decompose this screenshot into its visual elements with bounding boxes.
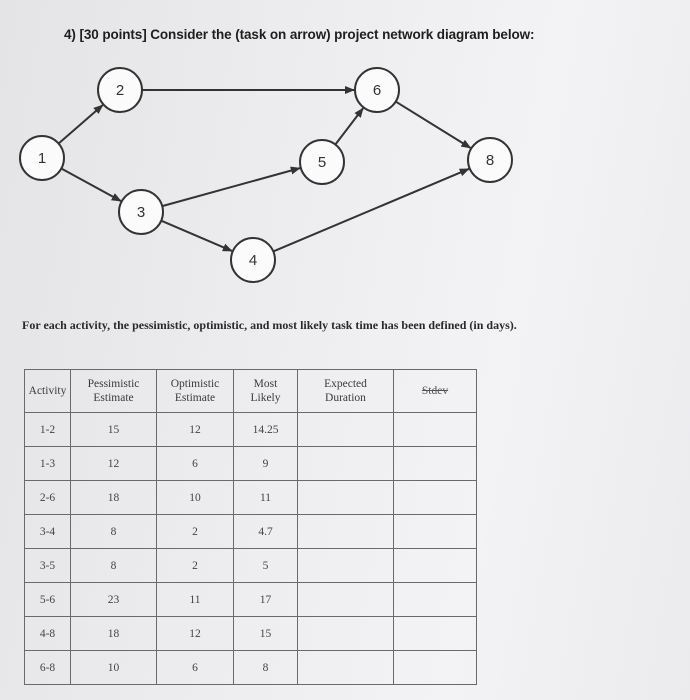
cell-most-likely: 15 — [234, 617, 298, 651]
cell-optimistic: 6 — [157, 651, 234, 685]
cell-activity: 4-8 — [25, 617, 71, 651]
node-6 — [355, 68, 399, 112]
node-label: 2 — [115, 82, 125, 99]
header-optimistic-line1: Optimistic — [170, 378, 220, 390]
cell-pessimistic: 10 — [71, 651, 157, 685]
cell-activity: 3-5 — [25, 549, 71, 583]
cell-stdev-input[interactable] — [394, 515, 477, 549]
cell-most-likely: 17 — [234, 583, 298, 617]
edge-6-8 — [396, 102, 471, 148]
cell-pessimistic: 8 — [71, 515, 157, 549]
cell-optimistic: 6 — [157, 447, 234, 481]
node-1 — [20, 136, 64, 180]
table-row — [25, 617, 477, 651]
table-row — [25, 583, 477, 617]
header-optimistic-line2: Estimate — [174, 392, 216, 404]
edge-1-3 — [61, 169, 120, 201]
header-pessimistic — [71, 370, 157, 413]
node-label: 4 — [248, 252, 258, 269]
node-label: 3 — [136, 204, 146, 221]
header-most-line2: Likely — [250, 392, 281, 404]
table-row — [25, 447, 477, 481]
cell-expected-input[interactable] — [298, 549, 394, 583]
edge-5-6 — [335, 108, 363, 144]
cell-stdev-input[interactable] — [394, 447, 477, 481]
edge-1-2 — [59, 105, 103, 143]
question-text: 4) [30 points] Consider the (task on arrow) project network diagram below: — [64, 27, 535, 42]
cell-stdev-input[interactable] — [394, 651, 477, 685]
node-5 — [300, 140, 344, 184]
header-optimistic — [157, 370, 234, 413]
header-expected — [298, 370, 394, 413]
header-stdev — [394, 370, 477, 413]
cell-activity: 2-6 — [25, 481, 71, 515]
cell-stdev-input[interactable] — [394, 583, 477, 617]
cell-expected-input[interactable] — [298, 583, 394, 617]
edge-3-5 — [162, 168, 300, 206]
table-row — [25, 549, 477, 583]
header-expected-line1: Expected — [324, 378, 367, 390]
cell-pessimistic: 18 — [71, 481, 157, 515]
cell-activity: 6-8 — [25, 651, 71, 685]
cell-expected-input[interactable] — [298, 651, 394, 685]
node-3 — [119, 190, 163, 234]
cell-activity: 1-2 — [25, 413, 71, 447]
header-most-line1: Most — [253, 378, 278, 390]
cell-stdev-input[interactable] — [394, 413, 477, 447]
cell-stdev-input[interactable] — [394, 481, 477, 515]
cell-optimistic: 2 — [157, 515, 234, 549]
cell-pessimistic: 8 — [71, 549, 157, 583]
table-row — [25, 651, 477, 685]
cell-activity: 5-6 — [25, 583, 71, 617]
header-stdev-label: Stdev — [421, 385, 449, 397]
cell-pessimistic: 23 — [71, 583, 157, 617]
node-2 — [98, 68, 142, 112]
cell-optimistic: 12 — [157, 617, 234, 651]
node-8 — [468, 138, 512, 182]
cell-expected-input[interactable] — [298, 447, 394, 481]
cell-activity: 1-3 — [25, 447, 71, 481]
header-most-likely — [234, 370, 298, 413]
node-4 — [231, 238, 275, 282]
cell-stdev-input[interactable] — [394, 549, 477, 583]
cell-optimistic: 2 — [157, 549, 234, 583]
node-label: 5 — [317, 154, 327, 171]
header-pessimistic-line1: Pessimistic — [87, 378, 140, 390]
cell-stdev-input[interactable] — [394, 617, 477, 651]
table-row — [25, 515, 477, 549]
activity-table — [24, 369, 477, 685]
table-header-row — [25, 370, 477, 413]
edge-3-4 — [161, 221, 232, 251]
cell-activity: 3-4 — [25, 515, 71, 549]
cell-optimistic: 11 — [157, 583, 234, 617]
table-row — [25, 481, 477, 515]
cell-pessimistic: 15 — [71, 413, 157, 447]
node-label: 1 — [37, 150, 47, 167]
table-row — [25, 413, 477, 447]
cell-optimistic: 10 — [157, 481, 234, 515]
cell-expected-input[interactable] — [298, 617, 394, 651]
header-activity: Activity — [25, 370, 71, 413]
edge-4-8 — [273, 169, 469, 252]
cell-optimistic: 12 — [157, 413, 234, 447]
header-expected-line2: Duration — [325, 392, 366, 404]
cell-most-likely: 11 — [234, 481, 298, 515]
node-label: 6 — [372, 82, 382, 99]
cell-most-likely: 9 — [234, 447, 298, 481]
cell-expected-input[interactable] — [298, 413, 394, 447]
intro-text: For each activity, the pessimistic, optimistic, and most likely task time has been defined (in days). — [22, 318, 517, 332]
header-pessimistic-line2: Estimate — [93, 392, 134, 404]
cell-pessimistic: 18 — [71, 617, 157, 651]
cell-most-likely: 14.25 — [234, 413, 298, 447]
cell-expected-input[interactable] — [298, 515, 394, 549]
cell-most-likely: 8 — [234, 651, 298, 685]
cell-most-likely: 5 — [234, 549, 298, 583]
node-label: 8 — [485, 152, 495, 169]
cell-pessimistic: 12 — [71, 447, 157, 481]
cell-most-likely: 4.7 — [234, 515, 298, 549]
cell-expected-input[interactable] — [298, 481, 394, 515]
network-diagram — [0, 50, 690, 300]
